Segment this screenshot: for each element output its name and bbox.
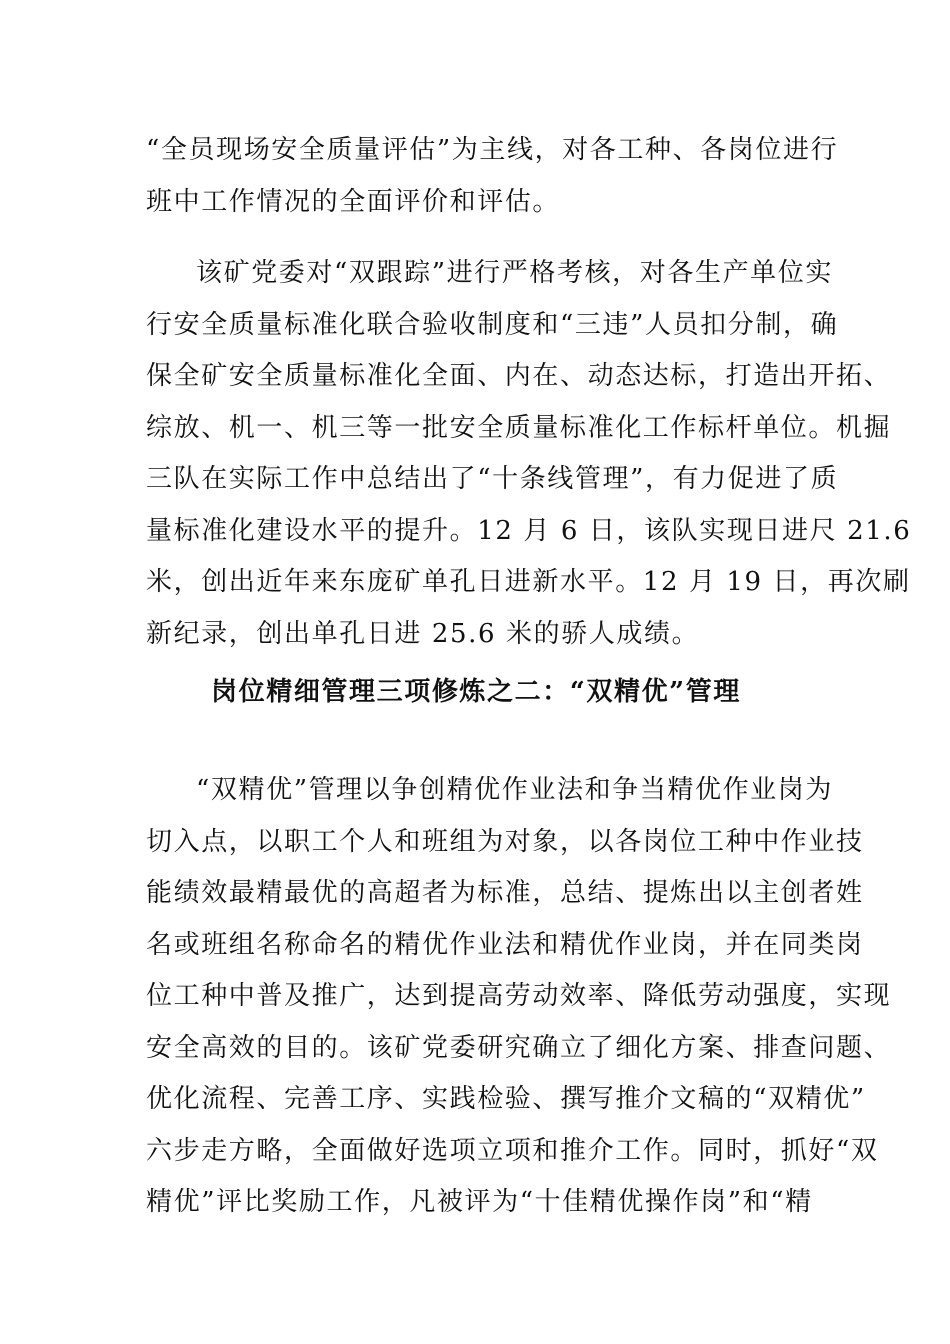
- paragraph-line: 六步走方略，全面做好选项立项和推介工作。同时，抓好“双: [146, 1135, 879, 1166]
- paragraph-line: 米，创出近年来东庞矿单孔日进新水平。12 月 19 日，再次刷: [146, 567, 911, 597]
- paragraph-line: 量标准化建设水平的提升。12 月 6 日，该队实现日进尺 21.6: [146, 515, 912, 546]
- paragraph-line: 综放、机一、机三等一批安全质量标准化工作标杆单位。机掘: [146, 412, 892, 443]
- section-heading: 岗位精细管理三项修炼之二：“双精优”管理: [211, 677, 741, 707]
- paragraph-line: 能绩效最精最优的高超者为标准，总结、提炼出以主创者姓: [146, 878, 864, 908]
- paragraph-line: “双精优”管理以争创精优作业法和争当精优作业岗为: [196, 775, 833, 805]
- paragraph-line: 安全高效的目的。该矿党委研究确立了细化方案、排查问题、: [146, 1032, 892, 1063]
- paragraph-line: 精优”评比奖励工作，凡被评为“十佳精优操作岗”和“精: [146, 1187, 813, 1217]
- paragraph-line: 新纪录，创出单孔日进 25.6 米的骄人成绩。: [146, 618, 700, 649]
- paragraph-line: 行安全质量标准化联合验收制度和“三违”人员扣分制，确: [146, 309, 839, 340]
- paragraph-double-tracking: [146, 248, 912, 660]
- paragraph-continued: [146, 125, 839, 228]
- paragraph-line: 三队在实际工作中总结出了“十条线管理”，有力促进了质: [146, 464, 839, 494]
- paragraph-line: 位工种中普及推广，达到提高劳动效率、降低劳动强度，实现: [146, 981, 892, 1011]
- paragraph-line: 切入点，以职工个人和班组为对象，以各岗位工种中作业技: [146, 826, 864, 857]
- paragraph-double-excellence: [146, 765, 892, 1229]
- paragraph-line: “全员现场安全质量评估”为主线，对各工种、各岗位进行: [146, 135, 839, 165]
- paragraph-line: 名或班组名称命名的精优作业法和精优作业岗，并在同类岗: [146, 929, 864, 960]
- paragraph-line: 保全矿安全质量标准化全面、内在、动态达标，打造出开拓、: [146, 361, 892, 391]
- paragraph-line: 班中工作情况的全面评价和评估。: [146, 186, 561, 217]
- paragraph-line: 优化流程、完善工序、实践检验、撰写推介文稿的“双精优”: [146, 1084, 866, 1114]
- paragraph-line: 该矿党委对“双跟踪”进行严格考核，对各生产单位实: [196, 258, 833, 288]
